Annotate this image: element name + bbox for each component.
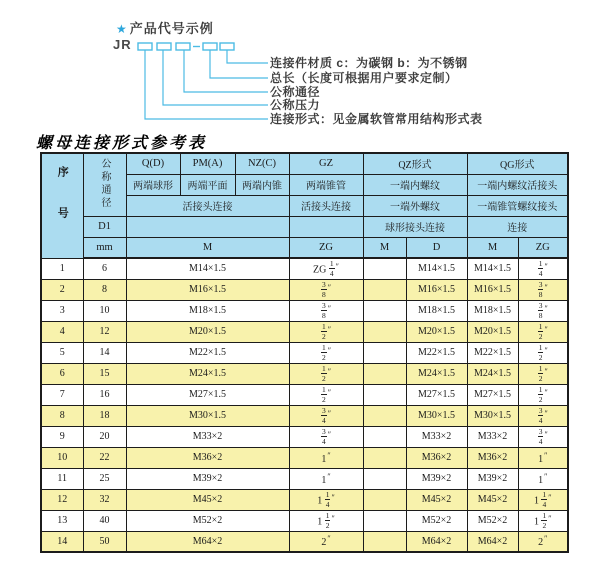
header-qg-col-zg: ZG [518,237,568,258]
cell-mm: 18 [83,405,126,426]
product-code-prefix: JR [113,37,132,52]
cell-mm: 16 [83,384,126,405]
cell-seq: 5 [41,342,83,363]
cell-m: M39×2 [126,468,289,489]
header-qz-sub1: 一端内螺纹 [363,174,467,195]
cell-qz_m [363,489,406,510]
cell-zg: 1″ [289,468,363,489]
table-row [41,342,568,363]
header-blank-gz [289,216,363,237]
diagram-label-diameter: 公称通径 [270,85,321,99]
cell-seq: 14 [41,531,83,552]
connector-material [227,50,268,63]
cell-mm: 22 [83,447,126,468]
cell-qz_m [363,531,406,552]
cell-zg: $\frac{3}{4}$ ″ [289,426,363,447]
header-qg-sub1: 一端内螺纹活接头 [467,174,568,195]
cell-m: M18×1.5 [126,300,289,321]
cell-qg_zg: $\frac{1}{4}$ ″ [518,258,568,279]
cell-qg_m: M27×1.5 [467,384,518,405]
cell-zg: 1″ [289,447,363,468]
cell-seq: 11 [41,468,83,489]
cell-qg_zg: $\frac{1}{2}$ ″ [518,384,568,405]
header-qd-sub: 两端球形 [126,174,180,195]
cell-qg_m: M22×1.5 [467,342,518,363]
cell-qg_zg: 1 $\frac{1}{4}$ ″ [518,489,568,510]
cell-m: M30×1.5 [126,405,289,426]
cell-zg: 2″ [289,531,363,552]
header-qz-form: QZ形式 [363,153,467,174]
cell-qg_m: M64×2 [467,531,518,552]
cell-qz_d: M30×1.5 [406,405,467,426]
cell-qg_m: M16×1.5 [467,279,518,300]
cell-qz_m [363,279,406,300]
header-qz-joint: 球形接头连接 [363,216,467,237]
code-box [176,43,190,50]
header-blank-left [126,216,289,237]
header-qd: Q(D) [126,153,180,174]
cell-mm: 8 [83,279,126,300]
table-row [41,468,568,489]
cell-m: M22×1.5 [126,342,289,363]
cell-qg_zg: $\frac{1}{2}$ ″ [518,363,568,384]
cell-qg_m: M14×1.5 [467,258,518,279]
cell-qz_d: M45×2 [406,489,467,510]
cell-m: M33×2 [126,426,289,447]
cell-qg_m: M24×1.5 [467,363,518,384]
header-dia: 公称通径 [83,153,126,216]
header-col-m: M [126,237,289,258]
cell-qg_zg: 2″ [518,531,568,552]
cell-mm: 6 [83,258,126,279]
cell-qz_d: M52×2 [406,510,467,531]
cell-m: M20×1.5 [126,321,289,342]
cell-qz_m [363,321,406,342]
cell-qg_zg: $\frac{3}{4}$ ″ [518,405,568,426]
cell-zg: $\frac{1}{2}$ ″ [289,384,363,405]
diagram-title [116,18,214,37]
cell-zg: ZG $\frac{1}{4}$ ″ [289,258,363,279]
cell-mm: 12 [83,321,126,342]
header-seq: 序号 [41,153,83,258]
cell-seq: 1 [41,258,83,279]
diagram-label-material: 连接件材质 c：为碳钢 b：为不锈钢 [270,56,468,70]
header-qg-col-m: M [467,237,518,258]
cell-qz_d: M39×2 [406,468,467,489]
cell-m: M52×2 [126,510,289,531]
cell-mm: 50 [83,531,126,552]
cell-qg_m: M52×2 [467,510,518,531]
cell-seq: 8 [41,405,83,426]
table-row [41,447,568,468]
header-nzc-sub: 两端内锥 [235,174,289,195]
header-pma-sub: 两端平面 [180,174,235,195]
cell-zg: $\frac{3}{8}$ ″ [289,300,363,321]
cell-qg_zg: $\frac{3}{8}$ ″ [518,279,568,300]
cell-zg: $\frac{3}{8}$ ″ [289,279,363,300]
cell-qg_m: M33×2 [467,426,518,447]
cell-seq: 13 [41,510,83,531]
cell-m: M45×2 [126,489,289,510]
code-box [138,43,152,50]
header-qz-col-m: M [363,237,406,258]
cell-qz_d: M24×1.5 [406,363,467,384]
cell-qz_m [363,258,406,279]
cell-mm: 10 [83,300,126,321]
cell-seq: 9 [41,426,83,447]
cell-qg_m: M36×2 [467,447,518,468]
cell-qg_zg: $\frac{1}{2}$ ″ [518,321,568,342]
nut-connection-reference-table [40,152,569,553]
table-row [41,279,568,300]
cell-zg: $\frac{3}{4}$ ″ [289,405,363,426]
cell-zg: $\frac{1}{2}$ ″ [289,342,363,363]
cell-m: M64×2 [126,531,289,552]
diagram-label-pressure: 公称压力 [270,98,321,112]
cell-seq: 7 [41,384,83,405]
header-qg-sub2: 一端锥管螺纹接头 [467,195,568,216]
cell-qz_m [363,405,406,426]
cell-qz_m [363,426,406,447]
cell-qg_zg: $\frac{3}{4}$ ″ [518,426,568,447]
cell-qz_d: M16×1.5 [406,279,467,300]
cell-qz_d: M33×2 [406,426,467,447]
cell-mm: 20 [83,426,126,447]
cell-zg: 1 $\frac{1}{4}$ ″ [289,489,363,510]
star-icon: ★ [116,22,128,36]
cell-m: M36×2 [126,447,289,468]
diagram-title-text: 产品代号示例 [129,21,214,36]
cell-m: M27×1.5 [126,384,289,405]
cell-seq: 12 [41,489,83,510]
header-qg-joint: 连接 [467,216,568,237]
table-row [41,321,568,342]
table-row [41,405,568,426]
cell-m: M14×1.5 [126,258,289,279]
cell-seq: 6 [41,363,83,384]
cell-qg_zg: 1 $\frac{1}{2}$ ″ [518,510,568,531]
cell-m: M16×1.5 [126,279,289,300]
header-gz: GZ [289,153,363,174]
diagram-label-length: 总长（长度可根据用户要求定制） [270,71,458,85]
cell-seq: 2 [41,279,83,300]
cell-qg_m: M18×1.5 [467,300,518,321]
cell-mm: 25 [83,468,126,489]
table-header [41,153,568,258]
cell-seq: 3 [41,300,83,321]
table-row [41,258,568,279]
cell-qg_zg: 1″ [518,447,568,468]
code-box [220,43,234,50]
header-pma: PM(A) [180,153,235,174]
table-row [41,510,568,531]
cell-seq: 4 [41,321,83,342]
cell-qz_m [363,384,406,405]
code-box [203,43,217,50]
cell-qz_d: M20×1.5 [406,321,467,342]
cell-qg_m: M30×1.5 [467,405,518,426]
cell-qz_d: M36×2 [406,447,467,468]
table-row [41,426,568,447]
cell-mm: 14 [83,342,126,363]
cell-qg_zg: $\frac{1}{2}$ ″ [518,342,568,363]
cell-qz_d: M64×2 [406,531,467,552]
table-row [41,363,568,384]
cell-zg: $\frac{1}{2}$ ″ [289,363,363,384]
cell-qz_d: M14×1.5 [406,258,467,279]
cell-qz_m [363,510,406,531]
header-gz-joint: 活接头连接 [289,195,363,216]
connector-length [210,50,268,78]
product-code-diagram [0,0,600,130]
cell-zg: $\frac{1}{2}$ ″ [289,321,363,342]
header-qz-col-d: D [406,237,467,258]
code-box [157,43,171,50]
header-qg-form: QG形式 [467,153,568,174]
table-row [41,531,568,552]
cell-qg_m: M45×2 [467,489,518,510]
table-row [41,489,568,510]
connector-diameter [184,50,268,92]
cell-qz_m [363,363,406,384]
cell-qz_m [363,342,406,363]
cell-m: M24×1.5 [126,363,289,384]
cell-mm: 32 [83,489,126,510]
diagram-label-form: 连接形式：见金属软管常用结构形式表 [270,112,483,126]
cell-qz_d: M27×1.5 [406,384,467,405]
header-col-zg: ZG [289,237,363,258]
cell-qg_zg: $\frac{3}{8}$ ″ [518,300,568,321]
header-nzc: NZ(C) [235,153,289,174]
header-mm: mm [83,237,126,258]
cell-mm: 40 [83,510,126,531]
header-live-joint: 活接头连接 [126,195,289,216]
cell-qz_m [363,468,406,489]
cell-qg_zg: 1″ [518,468,568,489]
cell-qz_m [363,447,406,468]
cell-qz_m [363,300,406,321]
header-d1: D1 [83,216,126,237]
cell-seq: 10 [41,447,83,468]
table-title: 螺母连接形式参考表 [36,135,208,152]
cell-zg: 1 $\frac{1}{2}$ ″ [289,510,363,531]
table-row [41,384,568,405]
table-row [41,300,568,321]
header-qz-sub2: 一端外螺纹 [363,195,467,216]
cell-qz_d: M22×1.5 [406,342,467,363]
cell-mm: 15 [83,363,126,384]
header-gz-sub: 两端锥管 [289,174,363,195]
cell-qg_m: M20×1.5 [467,321,518,342]
table-body [41,258,568,552]
cell-qg_m: M39×2 [467,468,518,489]
cell-qz_d: M18×1.5 [406,300,467,321]
